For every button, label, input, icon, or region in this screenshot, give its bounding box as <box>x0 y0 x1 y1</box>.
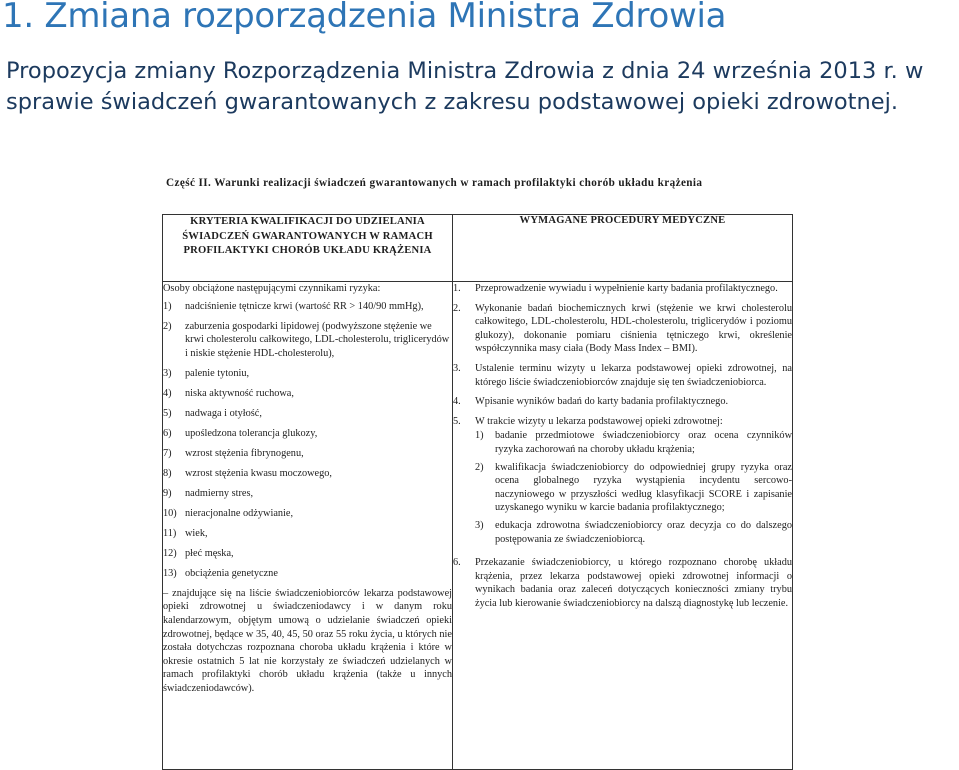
list-item-number: 6) <box>163 427 172 439</box>
list-item <box>163 300 452 313</box>
eligibility-note: – znajdujące się na liście świadczeniobiorców lekarza podstawowej opieki zdrowotnej u świadczeniodawcy i w danym roku kalendarzowym, objętym umową o udzielanie świadczeń opieki zdrowotnej, będące w 35, 40, 45, 50 oraz 55 roku życia, u których nie została dotychczas rozpoznana choroba układu krążenia i które w okresie ostatnich 5 lat nie korzystały ze świadczeń udzielanych w ramach profilaktyki chorób układu krążenia (także u innych świadczeniodawców). <box>163 587 452 694</box>
list-item-text: nadmierny stres, <box>185 487 254 499</box>
list-item-text: wiek, <box>185 527 208 539</box>
visit-step-list <box>475 429 792 546</box>
list-item-number: 12) <box>163 547 177 559</box>
criteria-table <box>162 214 793 770</box>
part-title: Część II. Warunki realizacji świadczeń gwarantowanych w ramach profilaktyki chorób układu krążenia <box>166 177 703 189</box>
procedure-list <box>453 282 792 610</box>
list-item-number: 1) <box>475 430 484 442</box>
list-item <box>163 527 452 540</box>
list-item-number: 13) <box>163 567 177 579</box>
list-item-number: 6. <box>453 557 461 569</box>
list-item <box>163 367 452 380</box>
list-item-text: W trakcie wizyty u lekarza podstawowej opieki zdrowotnej: <box>475 415 723 427</box>
list-item-text: nadwaga i otyłość, <box>185 407 262 419</box>
list-item-number: 2. <box>453 302 461 314</box>
list-item-text: Wykonanie badań biochemicznych krwi (stężenie we krwi cholesterolu całkowitego, LDL-cholesterolu, HDL-cholesterolu, triglicerydów i poziomu glukozy), dokonanie pomiaru ciśnienia tętniczego krwi, określenie współczynnika masy ciała (Body Mass Index – BMI). <box>475 302 792 355</box>
list-item-number: 5. <box>453 415 461 427</box>
list-item <box>475 429 792 456</box>
left-column-header: KRYTERIA KWALIFIKACJI DO UDZIELANIA ŚWIADCZEŃ GWARANTOWANYCH W RAMACH PROFILAKTYKI CHORÓB UKŁADU KRĄŻENIA <box>163 215 453 282</box>
list-item-number: 9) <box>163 487 172 499</box>
list-item <box>475 461 792 515</box>
criteria-cell <box>163 282 453 770</box>
list-item <box>453 556 792 610</box>
list-item-text: palenie tytoniu, <box>185 367 250 379</box>
list-item-number: 3) <box>163 367 172 379</box>
list-item-text: Ustalenie terminu wizyty u lekarza podstawowej opieki zdrowotnej, na którego liście świadczeniobiorców znajduje się ten świadczeniobiorca. <box>475 362 792 388</box>
procedures-cell <box>453 282 793 770</box>
list-item <box>163 320 452 360</box>
list-item <box>163 507 452 520</box>
list-item-number: 5) <box>163 407 172 419</box>
list-item <box>163 547 452 560</box>
list-item-number: 1. <box>453 283 461 294</box>
list-item-number: 4) <box>163 387 172 399</box>
list-item-text: nieracjonalne odżywianie, <box>185 507 294 519</box>
visit-procedure <box>475 415 792 550</box>
table-body-row <box>163 282 793 770</box>
list-item-text: edukacja zdrowotna świadczeniobiorcy oraz decyzja co do dalszego postępowania ze świadczeniobiorcą. <box>495 519 792 545</box>
list-item-text: badanie przedmiotowe świadczeniobiorcy oraz ocena czynników ryzyka zachorowań na choroby układu krążenia; <box>495 430 792 455</box>
list-item-text: Wpisanie wyników badań do karty badania profilaktycznego. <box>475 396 729 408</box>
list-item-number: 4. <box>453 396 461 408</box>
list-item-text: Przeprowadzenie wywiadu i wypełnienie karty badania profilaktycznego. <box>475 283 778 294</box>
list-item-number: 10) <box>163 507 177 519</box>
list-item-text: obciążenia genetyczne <box>185 567 278 579</box>
list-item-text: zaburzenia gospodarki lipidowej (podwyższone stężenie we krwi cholesterolu całkowitego, LDL-cholesterolu, triglicerydów i niskie stężenie HDL-cholesterolu), <box>185 321 450 359</box>
list-item <box>453 415 792 550</box>
list-item <box>163 487 452 500</box>
list-item-number: 3. <box>453 362 461 374</box>
right-column-header: WYMAGANE PROCEDURY MEDYCZNE <box>453 215 793 282</box>
list-item-number: 2) <box>163 321 172 332</box>
list-item <box>163 387 452 400</box>
list-item-text: Przekazanie świadczeniobiorcy, u którego rozpoznano chorobę układu krążenia, przez lekarza podstawowej opieki zdrowotnej informacji o wynikach badania oraz zaleceń dotyczących konieczności zmiany trybu życia lub kierowanie świadczeniobiorcy na dalszą diagnostykę lub leczenie. <box>475 557 792 609</box>
list-item-number: 3) <box>475 519 484 531</box>
list-item <box>163 467 452 480</box>
list-item-number: 8) <box>163 467 172 479</box>
list-item-number: 1) <box>163 301 172 312</box>
list-item <box>453 282 792 296</box>
list-item <box>453 362 792 389</box>
list-item-text: kwalifikacja świadczeniobiorcy do odpowiedniej grupy ryzyka oraz ocena globalnego ryzyka wystąpienia incydentu sercowo-naczyniowego w przyszłości według klasyfikacji SCORE i zapisanie uzyskanego wyniku w karcie badania profilaktycznego; <box>495 461 792 514</box>
slide-title: 1. Zmiana rozporządzenia Ministra Zdrowia <box>2 0 727 36</box>
slide-subtitle: Propozycja zmiany Rozporządzenia Ministra Zdrowia z dnia 24 września 2013 r. w sprawie świadczeń gwarantowanych z zakresu podstawowej opieki zdrowotnej. <box>6 58 924 115</box>
risk-factor-list <box>163 300 452 580</box>
list-item <box>453 302 792 356</box>
criteria-intro: Osoby obciążone następującymi czynnikami ryzyka: <box>163 283 381 294</box>
list-item-text: wzrost stężenia fibrynogenu, <box>185 447 304 459</box>
list-item-number: 2) <box>475 461 484 473</box>
list-item-number: 7) <box>163 447 172 459</box>
scanned-document <box>162 176 794 769</box>
list-item-text: płeć męska, <box>185 547 234 559</box>
list-item-number: 11) <box>163 527 177 539</box>
list-item <box>453 395 792 409</box>
list-item <box>163 447 452 460</box>
list-item <box>163 407 452 420</box>
list-item <box>163 427 452 440</box>
list-item-text: wzrost stężenia kwasu moczowego, <box>185 467 332 479</box>
list-item-text: niska aktywność ruchowa, <box>185 387 294 399</box>
table-header-row <box>163 215 793 282</box>
list-item-text: nadciśnienie tętnicze krwi (wartość RR > 140/90 mmHg), <box>185 301 424 312</box>
list-item-text: upośledzona tolerancja glukozy, <box>185 427 318 439</box>
list-item <box>163 567 452 580</box>
list-item <box>475 519 792 546</box>
